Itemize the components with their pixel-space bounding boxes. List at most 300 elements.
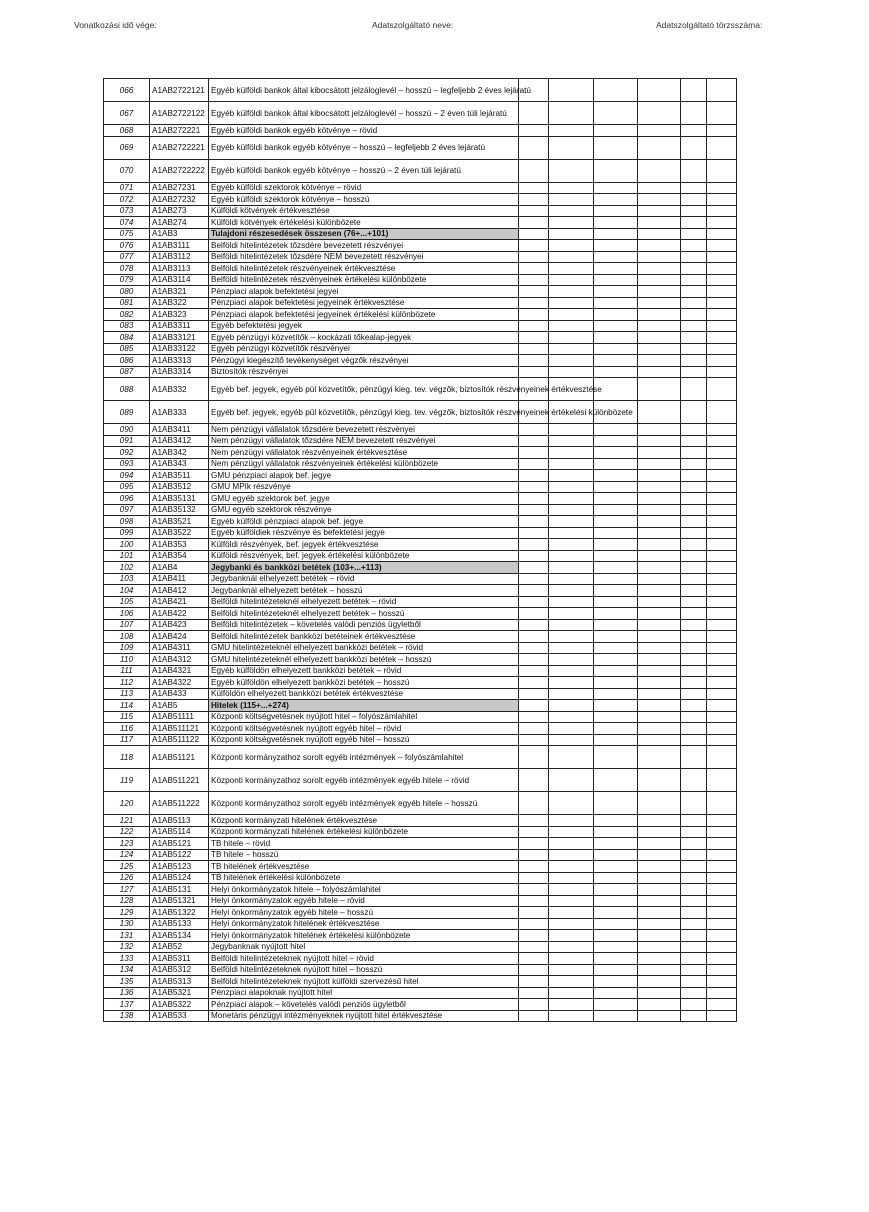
row-description: Belföldi hitelintézeteknek nyújtott külföldi szervezésű hitel: [209, 976, 519, 988]
row-number: 067: [104, 102, 150, 125]
value-cell: [594, 930, 638, 942]
value-cell: [681, 769, 707, 792]
value-cell: [594, 136, 638, 159]
value-cell: [519, 941, 549, 953]
value-cell: [707, 619, 737, 631]
value-cell: [638, 366, 681, 378]
row-number: 069: [104, 136, 150, 159]
row-code: A1AB412: [150, 585, 209, 597]
table-row: [104, 573, 737, 585]
row-description: Központi költségvetésnek nyújtott egyéb hitel – rövid: [209, 723, 519, 735]
row-code: A1AB27232: [150, 194, 209, 206]
value-cell: [519, 585, 549, 597]
value-cell: [549, 355, 594, 367]
value-cell: [519, 596, 549, 608]
row-number: 109: [104, 642, 150, 654]
value-cell: [519, 976, 549, 988]
value-cell: [594, 481, 638, 493]
value-cell: [681, 815, 707, 827]
value-cell: [519, 872, 549, 884]
value-cell: [594, 217, 638, 229]
row-code: A1AB3521: [150, 516, 209, 528]
row-code: A1AB3313: [150, 355, 209, 367]
value-cell: [707, 1010, 737, 1022]
value-cell: [681, 424, 707, 436]
value-cell: [638, 815, 681, 827]
value-cell: [549, 493, 594, 505]
value-cell: [519, 769, 549, 792]
value-cell: [549, 918, 594, 930]
value-cell: [519, 1010, 549, 1022]
row-number: 085: [104, 343, 150, 355]
table-row: [104, 769, 737, 792]
value-cell: [681, 136, 707, 159]
value-cell: [549, 516, 594, 528]
value-cell: [594, 539, 638, 551]
value-cell: [707, 677, 737, 689]
table-row: [104, 723, 737, 735]
value-cell: [519, 159, 549, 182]
value-cell: [519, 205, 549, 217]
row-code: A1AB424: [150, 631, 209, 643]
value-cell: [681, 884, 707, 896]
row-code: A1AB3511: [150, 470, 209, 482]
value-cell: [549, 976, 594, 988]
value-cell: [594, 746, 638, 769]
row-number: 080: [104, 286, 150, 298]
value-cell: [707, 240, 737, 252]
value-cell: [707, 987, 737, 999]
row-description: Pénzpiaci alapok befektetési jegyei: [209, 286, 519, 298]
value-cell: [549, 861, 594, 873]
table-row: [104, 976, 737, 988]
table-row: [104, 700, 737, 712]
value-cell: [549, 240, 594, 252]
value-cell: [681, 470, 707, 482]
value-cell: [594, 838, 638, 850]
table-row: [104, 631, 737, 643]
value-cell: [707, 447, 737, 459]
row-description: Nem pénzügyi vállalatok részvényeinek értékelési különbözete: [209, 458, 519, 470]
value-cell: [519, 619, 549, 631]
row-description: Központi költségvetésnek nyújtott egyéb hitel – hosszú: [209, 734, 519, 746]
row-code: A1AB433: [150, 688, 209, 700]
value-cell: [707, 320, 737, 332]
value-cell: [594, 907, 638, 919]
value-cell: [594, 355, 638, 367]
value-cell: [594, 964, 638, 976]
row-description: GMU pénzpiaci alapok bef. jegye: [209, 470, 519, 482]
value-cell: [681, 654, 707, 666]
value-cell: [594, 435, 638, 447]
value-cell: [594, 458, 638, 470]
row-description: Nem pénzügyi vállalatok tőzsdére NEM bevezetett részvényei: [209, 435, 519, 447]
value-cell: [681, 343, 707, 355]
row-description: Külföldön elhelyezett bankközi betétek értékvesztése: [209, 688, 519, 700]
row-code: A1AB274: [150, 217, 209, 229]
row-description: Hitelek (115+...+274): [209, 700, 519, 712]
row-description: Belföldi hitelintézeteknek nyújtott hitel – rövid: [209, 953, 519, 965]
table-row: [104, 999, 737, 1011]
row-code: A1AB3114: [150, 274, 209, 286]
value-cell: [681, 102, 707, 125]
value-cell: [707, 711, 737, 723]
table-row: [104, 861, 737, 873]
value-cell: [519, 516, 549, 528]
value-cell: [638, 723, 681, 735]
row-number: 119: [104, 769, 150, 792]
row-description: Jegybanknál elhelyezett betétek – hosszú: [209, 585, 519, 597]
row-code: A1AB5113: [150, 815, 209, 827]
value-cell: [594, 987, 638, 999]
value-cell: [594, 125, 638, 137]
table-row: [104, 309, 737, 321]
row-number: 136: [104, 987, 150, 999]
value-cell: [707, 918, 737, 930]
value-cell: [594, 619, 638, 631]
value-cell: [638, 631, 681, 643]
table-row: [104, 838, 737, 850]
value-cell: [638, 941, 681, 953]
value-cell: [681, 79, 707, 102]
value-cell: [549, 631, 594, 643]
table-row: [104, 918, 737, 930]
value-cell: [707, 585, 737, 597]
value-cell: [594, 999, 638, 1011]
row-number: 133: [104, 953, 150, 965]
value-cell: [681, 240, 707, 252]
value-cell: [519, 504, 549, 516]
value-cell: [681, 194, 707, 206]
value-cell: [681, 642, 707, 654]
row-description: Egyéb pénzügyi közvetítők – kockázati tőkealap-jegyek: [209, 332, 519, 344]
row-number: 088: [104, 378, 150, 401]
value-cell: [707, 849, 737, 861]
value-cell: [707, 355, 737, 367]
row-number: 106: [104, 608, 150, 620]
row-description: Egyéb befektetési jegyek: [209, 320, 519, 332]
value-cell: [519, 792, 549, 815]
value-cell: [549, 573, 594, 585]
table-row: [104, 562, 737, 574]
row-code: A1AB33121: [150, 332, 209, 344]
row-code: A1AB3411: [150, 424, 209, 436]
header-period-end-label: Vonatkozási idő vége:: [74, 20, 157, 30]
value-cell: [707, 470, 737, 482]
value-cell: [519, 136, 549, 159]
value-cell: [707, 815, 737, 827]
value-cell: [707, 424, 737, 436]
value-cell: [707, 907, 737, 919]
row-description: Helyi önkormányzatok hitelének értékvesztése: [209, 918, 519, 930]
value-cell: [638, 355, 681, 367]
value-cell: [549, 734, 594, 746]
value-cell: [707, 217, 737, 229]
value-cell: [519, 918, 549, 930]
value-cell: [519, 884, 549, 896]
value-cell: [594, 654, 638, 666]
value-cell: [594, 79, 638, 102]
row-description: Egyéb külföldi bankok egyéb kötvénye – hosszú – legfeljebb 2 éves lejáratú: [209, 136, 519, 159]
value-cell: [707, 550, 737, 562]
value-cell: [681, 999, 707, 1011]
value-cell: [707, 953, 737, 965]
row-description: Egyéb külföldi szektorok kötvénye – rövid: [209, 182, 519, 194]
value-cell: [638, 976, 681, 988]
row-code: A1AB411: [150, 573, 209, 585]
value-cell: [681, 309, 707, 321]
row-description: Külföldi részvények, bef. jegyek értékelési különbözete: [209, 550, 519, 562]
row-description: Belföldi hitelintézeteknél elhelyezett betétek – rövid: [209, 596, 519, 608]
value-cell: [638, 642, 681, 654]
value-cell: [681, 1010, 707, 1022]
value-cell: [519, 470, 549, 482]
value-cell: [594, 711, 638, 723]
table-row: [104, 378, 737, 401]
value-cell: [638, 585, 681, 597]
value-cell: [681, 930, 707, 942]
row-number: 122: [104, 826, 150, 838]
row-description: Belföldi hitelintézeteknek nyújtott hitel – hosszú: [209, 964, 519, 976]
row-description: GMU hitelintézeteknél elhelyezett bankközi betétek – rövid: [209, 642, 519, 654]
value-cell: [638, 516, 681, 528]
value-cell: [519, 815, 549, 827]
table-row: [104, 320, 737, 332]
value-cell: [681, 159, 707, 182]
row-description: GMU hitelintézeteknél elhelyezett bankközi betétek – hosszú: [209, 654, 519, 666]
value-cell: [638, 792, 681, 815]
value-cell: [638, 504, 681, 516]
row-number: 117: [104, 734, 150, 746]
value-cell: [594, 332, 638, 344]
row-description: Központi kormányzati hitelének értékvesztése: [209, 815, 519, 827]
value-cell: [519, 228, 549, 240]
value-cell: [519, 987, 549, 999]
value-cell: [594, 493, 638, 505]
value-cell: [549, 435, 594, 447]
row-code: A1AB3314: [150, 366, 209, 378]
row-description: Biztosítók részvényei: [209, 366, 519, 378]
value-cell: [638, 826, 681, 838]
value-cell: [519, 999, 549, 1011]
row-number: 070: [104, 159, 150, 182]
value-cell: [638, 435, 681, 447]
value-cell: [638, 481, 681, 493]
row-number: 125: [104, 861, 150, 873]
value-cell: [681, 458, 707, 470]
value-cell: [519, 539, 549, 551]
row-number: 086: [104, 355, 150, 367]
value-cell: [638, 930, 681, 942]
row-code: A1AB511122: [150, 734, 209, 746]
table-row: [104, 642, 737, 654]
value-cell: [519, 631, 549, 643]
value-cell: [549, 930, 594, 942]
row-code: A1AB2722121: [150, 79, 209, 102]
value-cell: [707, 608, 737, 620]
row-description: Egyéb külföldi bankok által kibocsátott jelzáloglevél – hosszú – legfeljebb 2 éves lejáratú: [209, 79, 519, 102]
value-cell: [638, 711, 681, 723]
row-description: Jegybanknál elhelyezett betétek – rövid: [209, 573, 519, 585]
value-cell: [638, 700, 681, 712]
value-cell: [638, 688, 681, 700]
value-cell: [707, 309, 737, 321]
value-cell: [519, 849, 549, 861]
row-description: Belföldi hitelintézetek bankközi betéteinek értékvesztése: [209, 631, 519, 643]
value-cell: [519, 734, 549, 746]
table-row: [104, 665, 737, 677]
row-number: 073: [104, 205, 150, 217]
value-cell: [549, 470, 594, 482]
value-cell: [549, 320, 594, 332]
value-cell: [638, 573, 681, 585]
value-cell: [549, 539, 594, 551]
value-cell: [549, 562, 594, 574]
value-cell: [638, 309, 681, 321]
table-row: [104, 263, 737, 275]
row-number: 096: [104, 493, 150, 505]
value-cell: [519, 895, 549, 907]
row-number: 128: [104, 895, 150, 907]
value-cell: [681, 378, 707, 401]
value-cell: [638, 136, 681, 159]
value-cell: [594, 102, 638, 125]
row-number: 102: [104, 562, 150, 574]
row-description: Egyéb pénzügyi közvetítők részvényei: [209, 343, 519, 355]
value-cell: [519, 527, 549, 539]
value-cell: [594, 884, 638, 896]
value-cell: [681, 320, 707, 332]
value-cell: [681, 182, 707, 194]
value-cell: [519, 217, 549, 229]
value-cell: [681, 573, 707, 585]
value-cell: [549, 332, 594, 344]
value-cell: [519, 355, 549, 367]
row-description: Központi kormányzathoz sorolt egyéb intézmények – folyószámlahitel: [209, 746, 519, 769]
value-cell: [519, 700, 549, 712]
value-cell: [638, 205, 681, 217]
row-number: 081: [104, 297, 150, 309]
value-cell: [681, 286, 707, 298]
value-cell: [681, 976, 707, 988]
row-description: Központi kormányzati hitelének értékelési különbözete: [209, 826, 519, 838]
value-cell: [707, 228, 737, 240]
table-row: [104, 125, 737, 137]
value-cell: [681, 481, 707, 493]
value-cell: [707, 343, 737, 355]
value-cell: [681, 711, 707, 723]
row-code: A1AB353: [150, 539, 209, 551]
value-cell: [594, 723, 638, 735]
row-description: Központi kormányzathoz sorolt egyéb intézmények egyéb hitele – rövid: [209, 769, 519, 792]
value-cell: [519, 481, 549, 493]
value-cell: [549, 136, 594, 159]
value-cell: [549, 964, 594, 976]
row-number: 098: [104, 516, 150, 528]
row-number: 107: [104, 619, 150, 631]
table-body: [104, 79, 737, 1022]
table-row: [104, 884, 737, 896]
row-number: 132: [104, 941, 150, 953]
row-number: 126: [104, 872, 150, 884]
row-number: 114: [104, 700, 150, 712]
value-cell: [519, 102, 549, 125]
row-number: 066: [104, 79, 150, 102]
value-cell: [549, 838, 594, 850]
row-description: Egyéb külföldi szektorok kötvénye – hosszú: [209, 194, 519, 206]
table-row: [104, 941, 737, 953]
value-cell: [707, 769, 737, 792]
row-description: Egyéb külföldi bankok egyéb kötvénye – rövid: [209, 125, 519, 137]
row-description: Helyi önkormányzatok egyéb hitele – rövid: [209, 895, 519, 907]
value-cell: [707, 826, 737, 838]
value-cell: [549, 999, 594, 1011]
table-row: [104, 424, 737, 436]
value-cell: [681, 987, 707, 999]
row-number: 093: [104, 458, 150, 470]
value-cell: [707, 251, 737, 263]
row-code: A1AB51121: [150, 746, 209, 769]
row-code: A1AB33122: [150, 343, 209, 355]
value-cell: [594, 665, 638, 677]
value-cell: [638, 734, 681, 746]
value-cell: [549, 849, 594, 861]
value-cell: [707, 838, 737, 850]
value-cell: [549, 1010, 594, 1022]
value-cell: [549, 665, 594, 677]
value-cell: [594, 677, 638, 689]
value-cell: [638, 343, 681, 355]
value-cell: [707, 493, 737, 505]
table-row: [104, 619, 737, 631]
row-code: A1AB5124: [150, 872, 209, 884]
value-cell: [549, 102, 594, 125]
row-number: 118: [104, 746, 150, 769]
value-cell: [594, 872, 638, 884]
value-cell: [638, 159, 681, 182]
value-cell: [549, 343, 594, 355]
row-description: Helyi önkormányzatok hitelének értékelési különbözete: [209, 930, 519, 942]
row-description: Jegybanknak nyújtott hitel: [209, 941, 519, 953]
value-cell: [519, 240, 549, 252]
row-code: A1AB3113: [150, 263, 209, 275]
table-row: [104, 550, 737, 562]
value-cell: [638, 79, 681, 102]
table-row: [104, 102, 737, 125]
value-cell: [638, 102, 681, 125]
value-cell: [519, 746, 549, 769]
row-number: 103: [104, 573, 150, 585]
table-row: [104, 297, 737, 309]
value-cell: [549, 125, 594, 137]
table-row: [104, 481, 737, 493]
value-cell: [549, 711, 594, 723]
value-cell: [594, 642, 638, 654]
value-cell: [638, 194, 681, 206]
row-number: 121: [104, 815, 150, 827]
value-cell: [549, 826, 594, 838]
value-cell: [638, 297, 681, 309]
value-cell: [594, 631, 638, 643]
row-description: Külföldi kötvények értékvesztése: [209, 205, 519, 217]
row-number: 095: [104, 481, 150, 493]
row-description: Egyéb külföldi bankok egyéb kötvénye – hosszú – 2 éven túli lejáratú: [209, 159, 519, 182]
row-description: Külföldi kötvények értékelési különbözete: [209, 217, 519, 229]
value-cell: [681, 746, 707, 769]
value-cell: [594, 941, 638, 953]
row-description: Belföldi hitelintézetek részvényeinek értékelési különbözete: [209, 274, 519, 286]
table-row: [104, 596, 737, 608]
